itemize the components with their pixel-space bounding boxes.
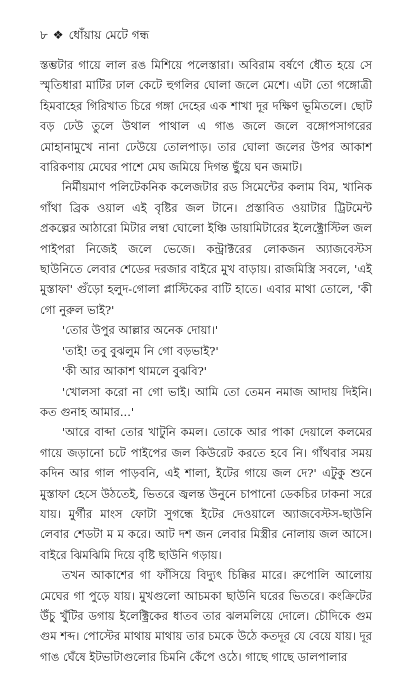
dialogue-1: 'তোর উপুর আল্লার অনেক দোয়া।' [62,323,218,338]
dialogue-3: 'কী আর আকাশ থামলে বুঝবি?' [62,364,207,379]
paragraph-2: নির্মীয়মাণ পলিটেকনিক কলেজটার রড সিমেন্টের কলাম বিম, খানিক গাঁথা ব্রিক ওয়াল এই বৃষ্টির জল টানে। প্রস্তাবিত ওয়াটার ট্রিটমেন্ট প্রকল্পের আঠারো মিটার লম্বা ঘোলো ইঞ্চি ডায়ামিটারের ইলেক্ট্রোস্টিল জল পাইপরা নিজেই জলে ভেজে। কন্ট্রাক্টরের লোকজন অ্যাজবেস্টস ছাউনিতে লেবার শেডের দরজার বাইরে মুখ বাড়ায়। রাজমিস্ত্রি সবলে, 'এই মুস্তাফা' গুঁড়ো হলুদ-গোলা প্লাস্টিকের বাটি হাতে। এবার মাথা তোলে, 'কী গো নুরুল ভাই?' [40,180,372,317]
page-number: ৮ [40,28,48,42]
dialogue-2: 'তাই! তবু বুঝলুম নি গো বড়ভাই?' [62,343,219,358]
body-text [40,55,372,667]
dialogue-4: 'খোলসা করো না গো ভাই। আমি তো তেমন নমাজ আদায় দিইনি। কত গুনাহ আমার...' [40,384,372,419]
running-title: ধোঁয়ায় মেটে গন্ধ [68,28,150,42]
ornament-icon: ❖ [52,28,64,42]
paragraph-1: স্তম্ভটার গায়ে লাল রঙ মিশিয়ে পলেস্তারা। অবিরাম বর্ষণে ধৌত হয়ে সে স্মৃতিধারা মাটির ঢাল কেটে হুগলির ঘোলা জলে মেশে। এটা তো গঙ্গোত্রী হিমবাহের গিরিখাত চিরে গঙ্গা দেহের এক শাখা দূর দক্ষিণ ভূমিতলে। ছোট বড় ঢেউ তুলে উথাল পাথাল এ গাঙ জলে জলে বঙ্গোপসাগরের মোহানামুখে নানা ঢেউয়ে তোলপাড়। তার ঘোলা জলের উপর আকাশ বারিকণায় মেঘের পাশে মেঘ জমিয়ে দিগন্ত ছুঁয়ে ঘন জমাট। [40,58,372,175]
running-header [40,27,149,43]
paragraph-4: তখন আকাশের গা ফাঁসিয়ে বিদ্যুৎ চিক্কির মারে। রুপোলি আলোয় মেঘের গা পুড়ে যায়। মুখগুলো আচমকা ছাউনি ঘরের ভিতরে। কংক্রিটের উঁচু খুঁটির ডগায় ইলেক্ট্রিকের ধাতব তার ঝলমলিয়ে দোলে। চৌদিকে গুম গুম শব্দ। পোস্টের মাথায় মাথায় তার চমকে উঠে কতদূর যে বেয়ে যায়। দূর গাঙ ঘেঁষে ইটভাটাগুলোর চিমনি কেঁপে ওঠে। গাছে গাছে ডালপালার [40,568,372,664]
paragraph-3: 'আরে বাব্দা তোর খাটুনি কমল। তোকে আর পাকা দেয়ালে কলমের গায়ে জড়ানো চটে পাইপের জল কিউরেট করতে হবে নি। গাঁথবার সময় কদিন আর গাল পাড়বনি, এই শালা, ইটের গায়ে জল দে?' এটুকু শুনে মুস্তাফা হেসে উঠতেই, ভিতরে জ্বলন্ত উনুনে চাপানো ডেকচির ঢাকনা সরে যায়। মুর্গীর মাংস ফোটা সুগন্ধে ইটের দেওয়ালে অ্যাজবেস্টস-ছাউনি লেবার শেডটা ম ম করে। আট দশ জন লেবার মিস্ত্রীর নোলায় জল আসে। বাইরে ঝিমঝিমি দিয়ে বৃষ্টি ছাউনি গড়ায়। [40,425,372,562]
